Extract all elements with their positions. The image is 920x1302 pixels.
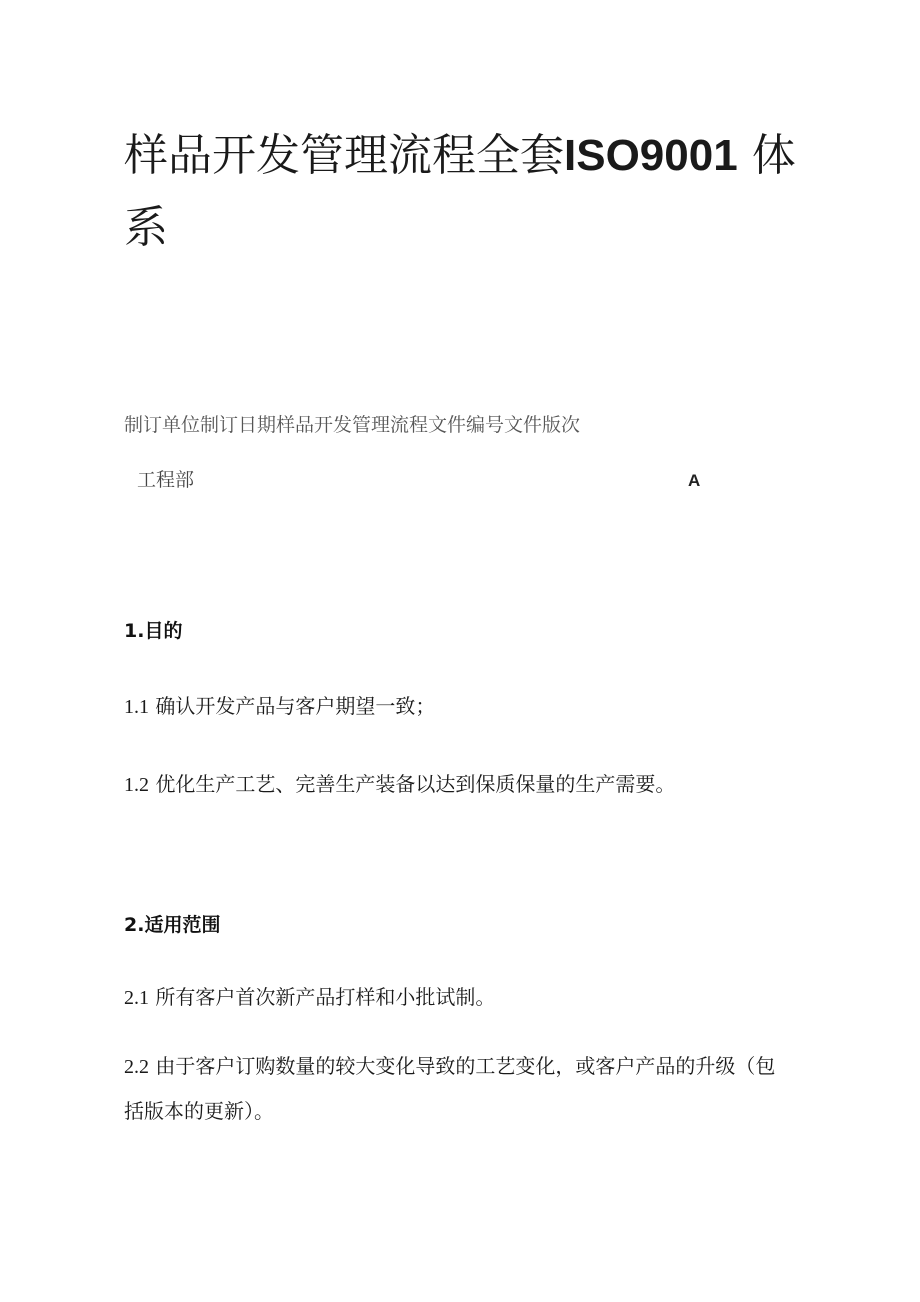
item-text: 所有客户首次新产品打样和小批试制。 <box>155 985 496 1009</box>
list-item <box>124 684 794 729</box>
list-item <box>124 975 794 1020</box>
item-number: 1.1 <box>124 696 149 718</box>
section-heading-scope: 2.适用范围 <box>124 914 221 936</box>
item-number: 2.1 <box>124 987 149 1009</box>
title-cjk-part-1: 样品开发管理流程全套 <box>124 130 564 181</box>
item-number: 1.2 <box>124 774 149 796</box>
item-number: 2.2 <box>124 1056 149 1078</box>
list-item <box>124 762 794 807</box>
document-title <box>124 120 804 264</box>
document-meta-department: 工程部 <box>137 469 195 491</box>
list-item <box>124 1044 794 1133</box>
title-cjk-part-2: 体系 <box>124 130 796 253</box>
section-heading-purpose: 1.目的 <box>124 620 183 642</box>
item-text: 优化生产工艺、完善生产装备以达到保质保量的生产需要。 <box>155 772 676 796</box>
item-text: 确认开发产品与客户期望一致； <box>155 694 436 718</box>
document-meta-header: 制订单位制订日期样品开发管理流程文件编号文件版次 <box>124 414 581 436</box>
document-meta-version: A <box>688 471 701 490</box>
item-text: 由于客户订购数量的较大变化导致的工艺变化，或客户产品的升级（包括版本的更新）。 <box>124 1054 776 1123</box>
title-standard-code: ISO9001 <box>564 131 738 180</box>
